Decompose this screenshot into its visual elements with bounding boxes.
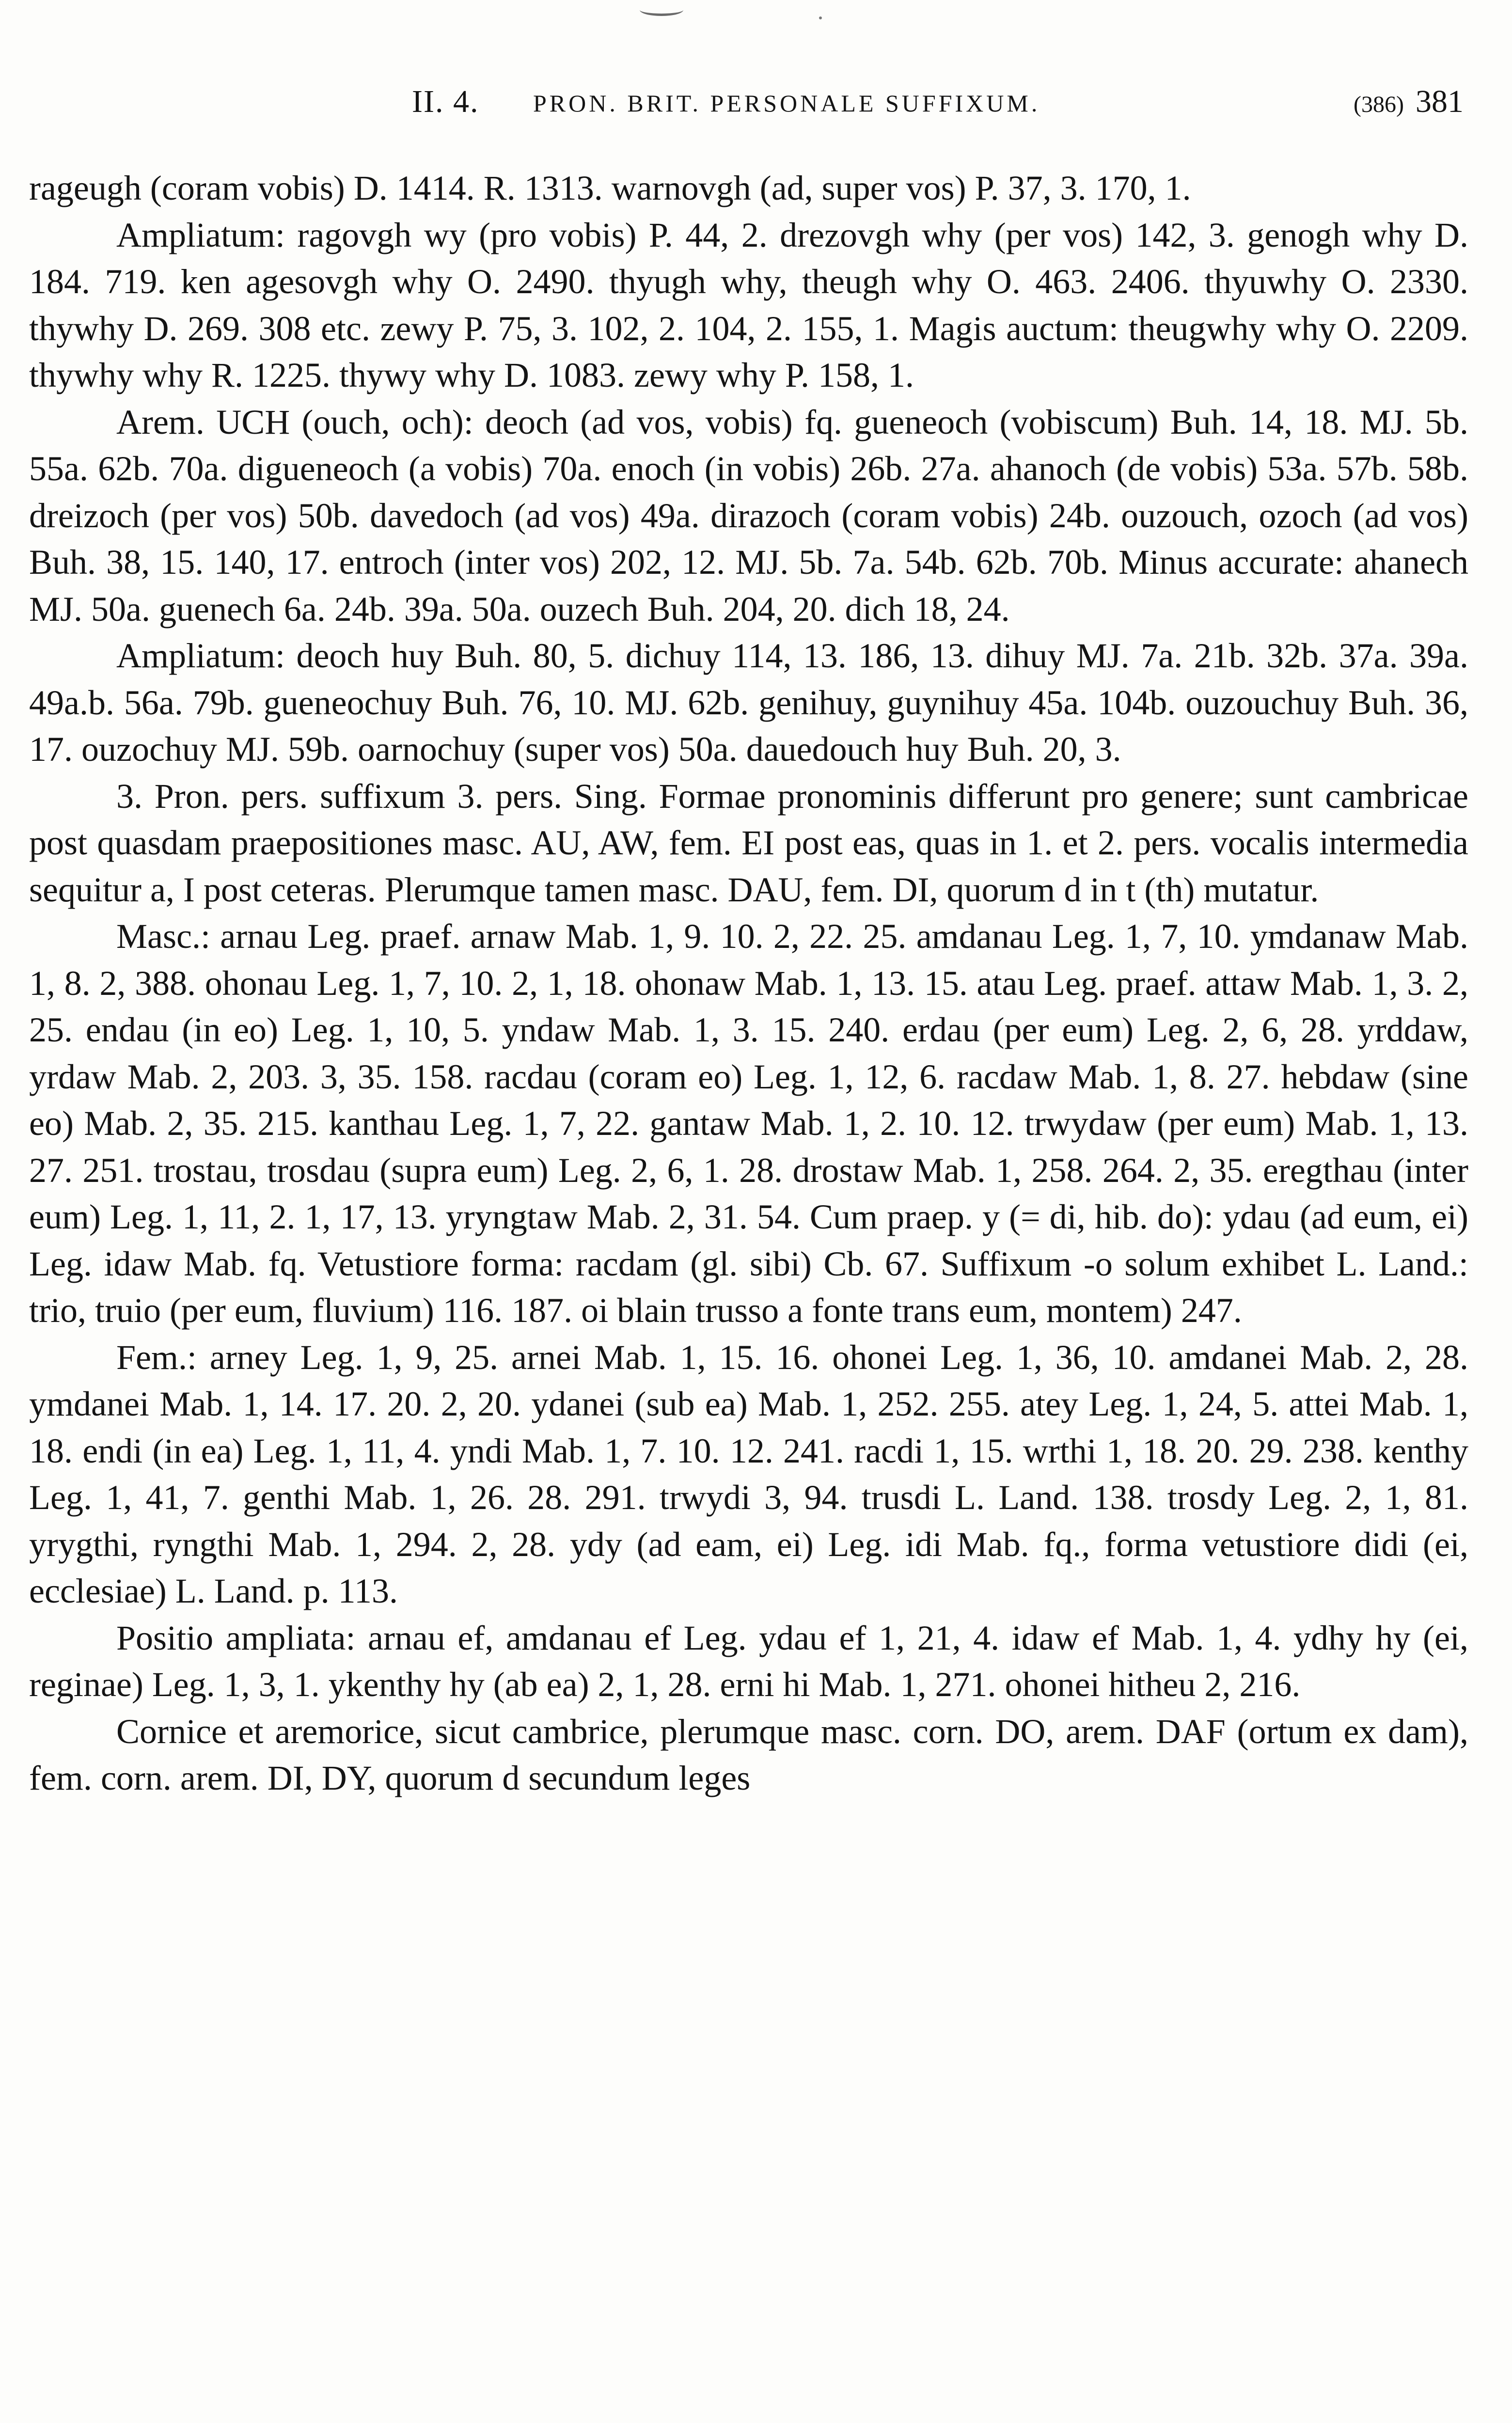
page-numbers: [1354, 83, 1464, 120]
paragraph: Fem.: arney Leg. 1, 9, 25. arnei Mab. 1, 15. 16. ohonei Leg. 1, 36, 10. amdanei Mab. 2, 28. ymdanei Mab. 1, 14. 17. 20. 2, 20. ydanei (sub ea) Mab. 1, 252. 255. atey Leg. 1, 24, 5. attei Mab. 1, 18. endi (in ea) Leg. 1, 11, 4. yndi Mab. 1, 7. 10. 12. 241. racdi 1, 15. wrthi 1, 18. 20. 29. 238. kenthy Leg. 1, 41, 7. genthi Mab. 1, 26. 28. 291. trwydi 3, 94. trusdi L. Land. 138. trosdy Leg. 2, 1, 81. yrygthi, ryngthi Mab. 1, 294. 2, 28. ydy (ad eam, ei) Leg. idi Mab. fq., forma vetustiore didi (ei, ecclesiae) L. Land. p. 113.: [29, 1337, 1468, 1610]
paragraph: Ampliatum: deoch huy Buh. 80, 5. dichuy 114, 13. 186, 13. dihuy MJ. 7a. 21b. 32b. 37a. 39a. 49a.b. 56a. 79b. gueneochuy Buh. 76, 10. MJ. 62b. genihuy, guynihuy 45a. 104b. ouzouchuy Buh. 36, 17. ouzochuy MJ. 59b. oarnochuy (super vos) 50a. dauedouch huy Buh. 20, 3.: [29, 636, 1468, 769]
paragraph: Masc.: arnau Leg. praef. arnaw Mab. 1, 9. 10. 2, 22. 25. amdanau Leg. 1, 7, 10. ymdanaw Mab. 1, 8. 2, 388. ohonau Leg. 1, 7, 10. 2, 1, 18. ohonaw Mab. 1, 13. 15. atau Leg. praef. attaw Mab. 1, 3. 2, 25. endau (in eo) Leg. 1, 10, 5. yndaw Mab. 1, 3. 15. 240. erdau (per eum) Leg. 2, 6, 28. yrddaw, yrdaw Mab. 2, 203. 3, 35. 158. racdau (coram eo) Leg. 1, 12, 6. racdaw Mab. 1, 8. 27. hebdaw (sine eo) Mab. 2, 35. 215. kanthau Leg. 1, 7, 22. gantaw Mab. 1, 2. 10. 12. trwydaw (per eum) Mab. 1, 13. 27. 251. trostau, trosdau (supra eum) Leg. 2, 6, 1. 28. drostaw Mab. 1, 258. 264. 2, 35. eregthau (inter eum) Leg. 1, 11, 2. 1, 17, 13. yryngtaw Mab. 2, 31. 54. Cum praep. y (= di, hib. do): ydau (ad eum, ei) Leg. idaw Mab. fq. Vetustiore forma: racdam (gl. sibi) Cb. 67. Suffixum -o solum exhibet L. Land.: trio, truio (per eum, fluvium) 116. 187. oi blain trusso a fonte trans eum, montem) 247.: [29, 917, 1468, 1330]
paragraph: Positio ampliata: arnau ef, amdanau ef Leg. ydau ef 1, 21, 4. idaw ef Mab. 1, 4. ydhy hy (ei, reginae) Leg. 1, 3, 1. ykenthy hy (ab ea) 2, 1, 28. erni hi Mab. 1, 271. ohonei hitheu 2, 216.: [29, 1618, 1468, 1704]
running-title: PRON. BRIT. PERSONALE SUFFIXUM.: [533, 90, 1040, 117]
paragraph: rageugh (coram vobis) D. 1414. R. 1313. warnovgh (ad, super vos) P. 37, 3. 170, 1.: [29, 169, 1191, 207]
paragraph: 3. Pron. pers. suffixum 3. pers. Sing. Formae pronominis differunt pro genere; sunt cambricae post quasdam praepositiones masc. AU, AW, fem. EI post eas, quas in 1. et 2. pers. vocalis intermedia sequitur a, I post ceteras. Plerumque tamen masc. DAU, fem. DI, quorum d in t (th) mutatur.: [29, 776, 1468, 909]
body-text: [29, 165, 1468, 2423]
original-page-reference: (386): [1354, 92, 1404, 117]
section-number: II. 4.: [412, 84, 479, 119]
paragraph: Ampliatum: ragovgh wy (pro vobis) P. 44, 2. drezovgh why (per vos) 142, 3. genogh why D. 184. 719. ken agesovgh why O. 2490. thyugh why, theugh why O. 463. 2406. thyuwhy O. 2330. thywhy D. 269. 308 etc. zewy P. 75, 3. 102, 2. 104, 2. 155, 1. Magis auctum: theugwhy why O. 2209. thywhy why R. 1225. thywy why D. 1083. zewy why P. 158, 1.: [29, 215, 1468, 394]
page-number: 381: [1416, 84, 1464, 119]
scan-mark: [640, 4, 683, 16]
paragraph: Cornice et aremorice, sicut cambrice, plerumque masc. corn. DO, arem. DAF (ortum ex dam), fem. corn. arem. DI, DY, quorum d secundum leges: [29, 1712, 1468, 1797]
paragraph: Arem. UCH (ouch, och): deoch (ad vos, vobis) fq. gueneoch (vobiscum) Buh. 14, 18. MJ. 5b. 55a. 62b. 70a. digueneoch (a vobis) 70a. enoch (in vobis) 26b. 27a. ahanoch (de vobis) 53a. 57b. 58b. dreizoch (per vos) 50b. davedoch (ad vos) 49a. dirazoch (coram vobis) 24b. ouzouch, ozoch (ad vos) Buh. 38, 15. 140, 17. entroch (inter vos) 202, 12. MJ. 5b. 7a. 54b. 62b. 70b. Minus accurate: ahanech MJ. 50a. guenech 6a. 24b. 39a. 50a. ouzech Buh. 204, 20. dich 18, 24.: [29, 402, 1468, 629]
scan-dot: [819, 16, 822, 19]
running-header: [29, 83, 1464, 132]
